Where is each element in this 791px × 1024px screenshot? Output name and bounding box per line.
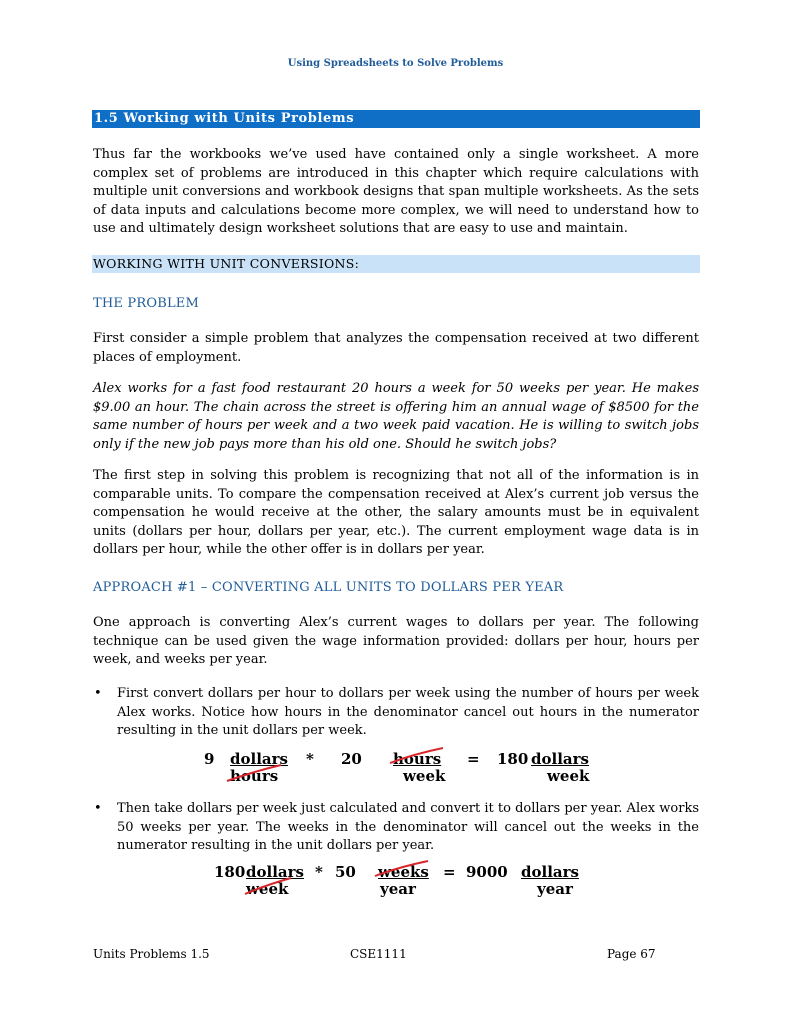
eq2-number-2: 50 bbox=[335, 863, 356, 881]
eq1-result-unit-bottom: week bbox=[547, 767, 590, 785]
eq1-strike-hours-denominator bbox=[224, 762, 284, 784]
approach-intro: One approach is converting Alex’s current wages to dollars per year. The following technique can be used given the wage information provided: dollars per hour, hours per week, and weeks per year. bbox=[93, 615, 699, 667]
eq2-result-unit-top: dollars bbox=[521, 863, 579, 881]
footer-page-number: Page 67 bbox=[607, 947, 656, 961]
eq1-unit-2-bottom: week bbox=[403, 767, 446, 785]
eq1-equals: = bbox=[467, 750, 480, 768]
eq1-unit-2-top: hours bbox=[393, 750, 442, 768]
eq1-result-unit-top: dollars bbox=[531, 750, 589, 768]
approach-heading: APPROACH #1 – CONVERTING ALL UNITS TO DOLLARS PER YEAR bbox=[93, 580, 564, 595]
bullet-1-text: First convert dollars per hour to dollars per week using the number of hours per week Alex works. Notice how hours in the denominator cancel out hours in the numerator resulting in the unit dollars per week. bbox=[117, 686, 699, 738]
section-title: 1.5 Working with Units Problems bbox=[94, 111, 355, 126]
subsection-title: WORKING WITH UNIT CONVERSIONS: bbox=[93, 256, 360, 271]
intro-paragraph: Thus far the workbooks we’ve used have contained only a single worksheet. A more complex set of problems are introduced in this chapter which require calculations with multiple unit conversions and workbook designs that span multiple worksheets. As the sets of data inputs and calculations become more complex, we will need to understand how to use and ultimately design worksheet solutions that are easy to use and maintain. bbox=[93, 147, 699, 236]
eq2-result-unit-bottom: year bbox=[537, 880, 573, 898]
eq2-result: 9000 bbox=[466, 863, 508, 881]
eq1-unit-1-top: dollars bbox=[230, 750, 288, 768]
eq1-result: 180 bbox=[497, 750, 529, 768]
footer-left: Units Problems 1.5 bbox=[93, 947, 210, 961]
eq1-number-1: 9 bbox=[204, 750, 215, 768]
problem-paragraph-1: First consider a simple problem that analyzes the compensation received at two different places of employment. bbox=[93, 331, 699, 365]
eq2-unit-2-bottom: year bbox=[380, 880, 416, 898]
eq1-strike-hours-numerator bbox=[388, 746, 446, 766]
running-header: Using Spreadsheets to Solve Problems bbox=[287, 58, 504, 69]
eq2-operator: * bbox=[315, 863, 323, 881]
problem-paragraph-2: The first step in solving this problem is recognizing that not all of the information is in comparable units. To compare the compensation received at Alex’s current job versus the compensation he would receive at the other, the salary amounts must be in equivalent units (dollars per hour, dollars per year, etc.). The current employment wage data is in dollars per hour, while the other offer is in dollars per year. bbox=[93, 468, 699, 557]
problem-heading: THE PROBLEM bbox=[93, 296, 200, 311]
bullet-2-text: Then take dollars per week just calculated and convert it to dollars per year. Alex works 50 weeks per year. The weeks in the denominator will cancel out the weeks in the numerator resulting in the unit dollars per year. bbox=[117, 801, 699, 853]
section-title-bar bbox=[92, 110, 700, 128]
problem-scenario: Alex works for a fast food restaurant 20 hours a week for 50 weeks per year. He makes $9.00 an hour. The chain across the street is offering him an annual wage of $8500 for the same number of hours per week and a two week paid vacation. He is willing to switch jobs only if the new job pays more than his old one. Should he switch jobs? bbox=[93, 381, 699, 452]
eq1-number-2: 20 bbox=[341, 750, 362, 768]
eq1-operator: * bbox=[306, 750, 314, 768]
eq1-unit-1-bottom: hours bbox=[230, 767, 279, 785]
eq2-equals: = bbox=[443, 863, 456, 881]
eq2-unit-1-bottom: week bbox=[246, 880, 289, 898]
bullet-1-marker: • bbox=[94, 686, 102, 701]
eq2-strike-week-denominator bbox=[242, 875, 294, 897]
eq2-unit-2-top: weeks bbox=[378, 863, 429, 881]
subsection-title-bar bbox=[92, 255, 700, 273]
bullet-2-marker: • bbox=[94, 801, 102, 816]
eq2-number-1: 180 bbox=[214, 863, 246, 881]
eq2-strike-weeks-numerator bbox=[373, 859, 431, 879]
footer-center: CSE1111 bbox=[350, 947, 407, 961]
eq2-unit-1-top: dollars bbox=[246, 863, 304, 881]
